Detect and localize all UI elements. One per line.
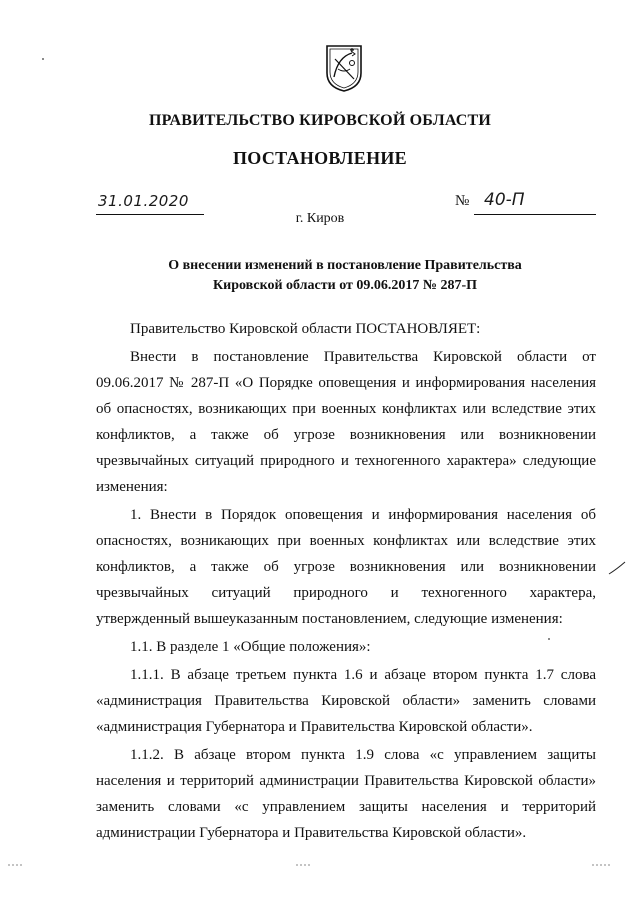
paragraph-item-1: 1. Внести в Порядок оповещения и информирования населения об опасностях, возникающих при военных конфликтах или вследствие этих конфликтов, а также об угрозе возникновения или возникновении чрезвычайных ситуаций природного и техногенного характера, утвержденный вышеуказанным постановлением, следующие изменения: <box>96 507 596 627</box>
document-date: 31.01.2020 <box>98 192 189 210</box>
pen-mark <box>608 561 626 575</box>
document-body <box>96 316 596 848</box>
number-sign: № <box>455 193 470 209</box>
paragraph-item-1-1-2: 1.1.2. В абзаце втором пункта 1.9 слова «с управлением защиты населения и территорий администрации Правительства Кировской области» заменить словами «с управлением защиты населения и территорий администрации Губернатора и Правительства Кировской области». <box>96 747 596 841</box>
city-name: г. Киров <box>295 211 345 226</box>
government-title: ПРАВИТЕЛЬСТВО КИРОВСКОЙ ОБЛАСТИ <box>148 112 492 129</box>
footer-scan-marks <box>0 862 640 868</box>
paragraph-item-1-1-1: 1.1.1. В абзаце третьем пункта 1.6 и абзаце втором пункта 1.7 слова «администрация Правительства Кировской области» заменить словами «администрация Губернатора и Правительства Кировской области». <box>96 667 596 735</box>
scan-speck <box>548 638 550 640</box>
coat-of-arms-emblem <box>324 43 364 93</box>
paragraph-item-1-1: 1.1. В разделе 1 «Общие положения»: <box>130 639 371 655</box>
document-subject <box>120 256 570 296</box>
document-type-title: ПОСТАНОВЛЕНИЕ <box>233 148 407 168</box>
scan-speck <box>42 58 44 60</box>
paragraph-amend-resolution: Внести в постановление Правительства Кировской области от 09.06.2017 № 287-П «О Порядке оповещения и информирования населения об опасностях, возникающих при военных конфликтах или вследствие этих конфликтов, а также об угрозе возникновения или возникновении чрезвычайных ситуаций природного и техногенного характера» следующие изменения: <box>96 349 596 495</box>
subject-line-2: Кировской области от 09.06.2017 № 287-П <box>212 278 478 293</box>
document-number: 40-П <box>484 190 525 210</box>
subject-line-1: О внесении изменений в постановление Правительства <box>168 258 522 273</box>
paragraph-resolves: Правительство Кировской области ПОСТАНОВЛЯЕТ: <box>130 321 481 337</box>
